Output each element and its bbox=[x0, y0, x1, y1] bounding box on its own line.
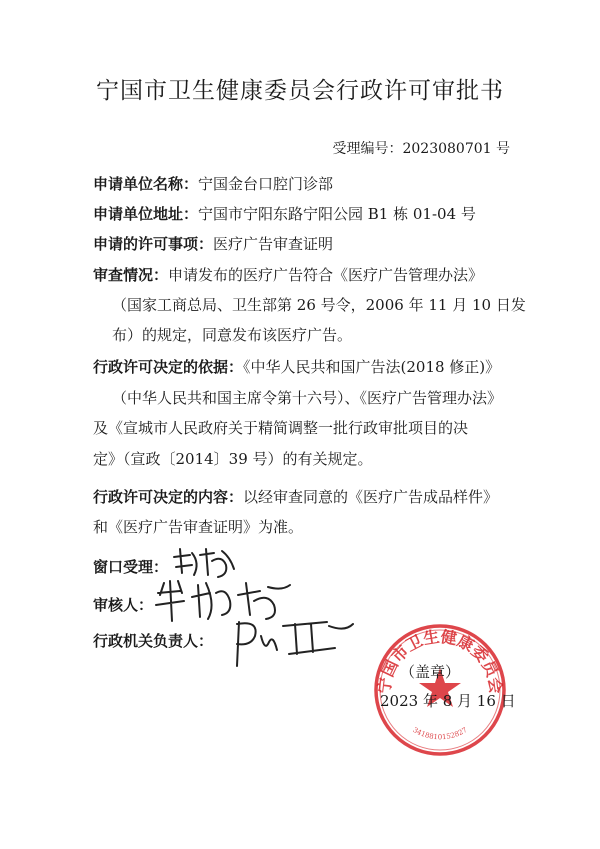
license-item-label: 申请的许可事项： bbox=[93, 235, 214, 253]
document-title: 宁国市卫生健康委员会行政许可审批书 bbox=[96, 78, 504, 104]
issue-date: 2023 年 8 月 16 日 bbox=[380, 692, 516, 710]
review-row bbox=[93, 268, 533, 283]
content-line-2: 和《医疗广告审查证明》为准。 bbox=[93, 518, 304, 536]
applicant-address-label: 申请单位地址： bbox=[93, 205, 199, 223]
officer-signature bbox=[225, 612, 365, 672]
review-line-2: （国家工商总局、卫生部第 26 号令，2006 年 11 月 10 日发 bbox=[112, 296, 526, 314]
acceptance-number: 受理编号：2023080701 号 bbox=[332, 141, 510, 157]
seal-code: 3418810152827 bbox=[411, 725, 469, 742]
applicant-address-row bbox=[93, 207, 533, 222]
applicant-name-value: 宁国金台口腔门诊部 bbox=[198, 175, 334, 193]
basis-line-3: 及《宣城市人民政府关于精简调整一批行政审批项目的决 bbox=[93, 419, 469, 437]
review-line-3: 布）的规定，同意发布该医疗广告。 bbox=[112, 326, 353, 344]
content-line-1: 以经审查同意的《医疗广告成品样件》 bbox=[243, 488, 499, 506]
content-row bbox=[93, 490, 533, 505]
basis-line-2: （中华人民共和国主席令第十六号）、《医疗广告管理办法》 bbox=[112, 389, 503, 407]
content-label: 行政许可决定的内容： bbox=[93, 488, 244, 506]
license-item-value: 医疗广告审查证明 bbox=[213, 235, 334, 253]
applicant-name-label: 申请单位名称： bbox=[93, 175, 199, 193]
basis-line-1: 《中华人民共和国广告法(2018 修正)》 bbox=[243, 358, 501, 376]
review-label: 审查情况： bbox=[93, 266, 169, 284]
svg-text:3418810152827 bbox=[411, 726, 468, 741]
basis-row bbox=[93, 360, 533, 375]
license-item-row bbox=[93, 237, 533, 252]
window-label: 窗口受理： bbox=[93, 558, 169, 576]
seal-org-text: 宁国市卫生健康委员会 bbox=[374, 626, 506, 695]
review-line-1: 申请发布的医疗广告符合《医疗广告管理办法》 bbox=[168, 266, 484, 284]
seal-note: （盖章） bbox=[400, 663, 461, 681]
basis-label: 行政许可决定的依据： bbox=[93, 358, 244, 376]
applicant-name-row bbox=[93, 177, 533, 192]
reviewer-label: 审核人： bbox=[93, 596, 154, 614]
basis-line-4: 定》（宣政〔2014〕39 号）的有关规定。 bbox=[93, 450, 373, 468]
officer-label: 行政机关负责人： bbox=[93, 632, 214, 650]
applicant-address-value: 宁国市宁阳东路宁阳公园 B1 栋 01-04 号 bbox=[198, 205, 476, 223]
